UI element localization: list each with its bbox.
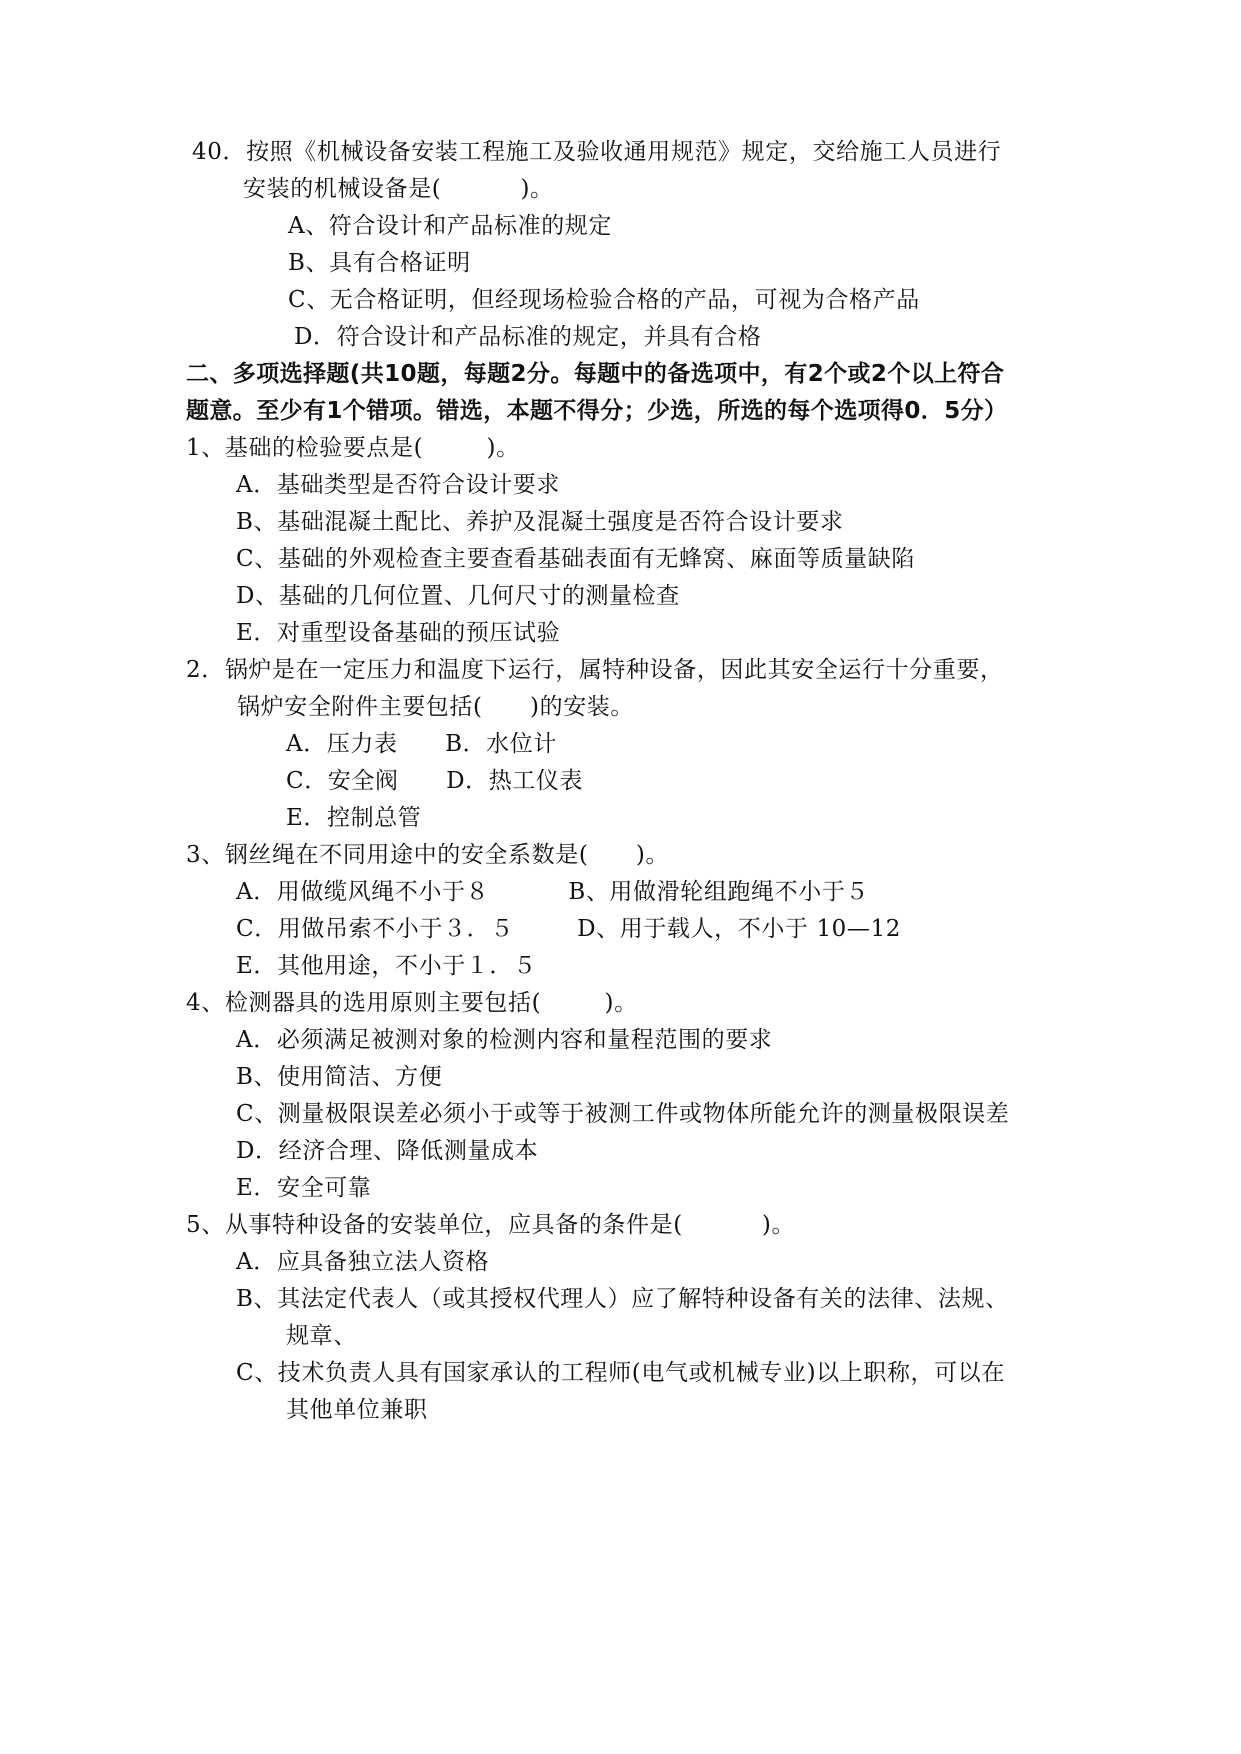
q40-stem-line1: 40．按照《机械设备安装工程施工及验收通用规范》规定，交给施工人员进行 (192, 139, 1002, 165)
q4-option-d: D．经济合理、降低测量成本 (236, 1138, 539, 1164)
q1-option-b: B、基础混凝土配比、养护及混凝土强度是否符合设计要求 (236, 509, 844, 535)
q3-option-row-1: A．用做缆风绳不小于８ B、用做滑轮组跑绳不小于５ (236, 879, 870, 905)
q5-option-b-line1: B、其法定代表人（或其授权代理人）应了解特种设备有关的法律、法规、 (236, 1286, 1009, 1312)
q4-option-e: E．安全可靠 (236, 1175, 372, 1201)
q2-stem-line2: 锅炉安全附件主要包括( )的安装。 (237, 694, 635, 720)
q2-option-row-1: A．压力表 B．水位计 (286, 731, 557, 757)
q5-stem: 5、从事特种设备的安装单位，应具备的条件是( )。 (186, 1212, 796, 1238)
q40-stem-line2: 安装的机械设备是( )。 (243, 176, 554, 202)
q2-option-row-2: C．安全阀 D．热工仪表 (286, 768, 584, 794)
q5-option-c-line1: C、技术负责人具有国家承认的工程师(电气或机械专业)以上职称，可以在 (236, 1360, 1005, 1386)
q5-option-a: A．应具备独立法人资格 (236, 1249, 490, 1275)
q3-option-row-2: C．用做吊索不小于３．５ D、用于载人，不小于 10—12 (236, 916, 901, 942)
q5-option-b-line2: 规章、 (286, 1323, 357, 1349)
q4-option-b: B、使用简洁、方便 (236, 1064, 443, 1090)
q40-option-c: C、无合格证明，但经现场检验合格的产品，可视为合格产品 (288, 287, 920, 313)
q4-option-a: A．必须满足被测对象的检测内容和量程范围的要求 (236, 1027, 773, 1053)
q1-option-e: E．对重型设备基础的预压试验 (236, 620, 561, 646)
q40-option-b: B、具有合格证明 (288, 250, 471, 276)
q2-stem-line1: 2．锅炉是在一定压力和温度下运行，属特种设备，因此其安全运行十分重要， (186, 657, 1004, 683)
q1-option-d: D、基础的几何位置、几何尺寸的测量检查 (236, 583, 680, 609)
q40-option-a: A、符合设计和产品标准的规定 (288, 213, 613, 239)
section2-heading-line2: 题意。至少有1个错项。错选，本题不得分；少选，所选的每个选项得0．5分） (186, 398, 1008, 424)
q3-stem: 3、钢丝绳在不同用途中的安全系数是( )。 (186, 842, 670, 868)
q1-option-c: C、基础的外观检查主要查看基础表面有无蜂窝、麻面等质量缺陷 (236, 546, 915, 572)
q4-stem: 4、检测器具的选用原则主要包括( )。 (186, 990, 638, 1016)
q40-option-d: D．符合设计和产品标准的规定，并具有合格 (294, 324, 762, 350)
q2-option-row-3: E．控制总管 (286, 805, 422, 831)
q4-option-c: C、测量极限误差必须小于或等于被测工件或物体所能允许的测量极限误差 (236, 1101, 1010, 1127)
section2-heading-line1: 二、多项选择题(共10题，每题2分。每题中的备选项中，有2个或2个以上符合 (186, 361, 1005, 387)
q3-option-row-3: E．其他用途，不小于１．５ (236, 953, 537, 979)
q1-option-a: A．基础类型是否符合设计要求 (236, 472, 561, 498)
q5-option-c-line2: 其他单位兼职 (286, 1397, 428, 1423)
q1-stem: 1、基础的检验要点是( )。 (186, 435, 520, 461)
